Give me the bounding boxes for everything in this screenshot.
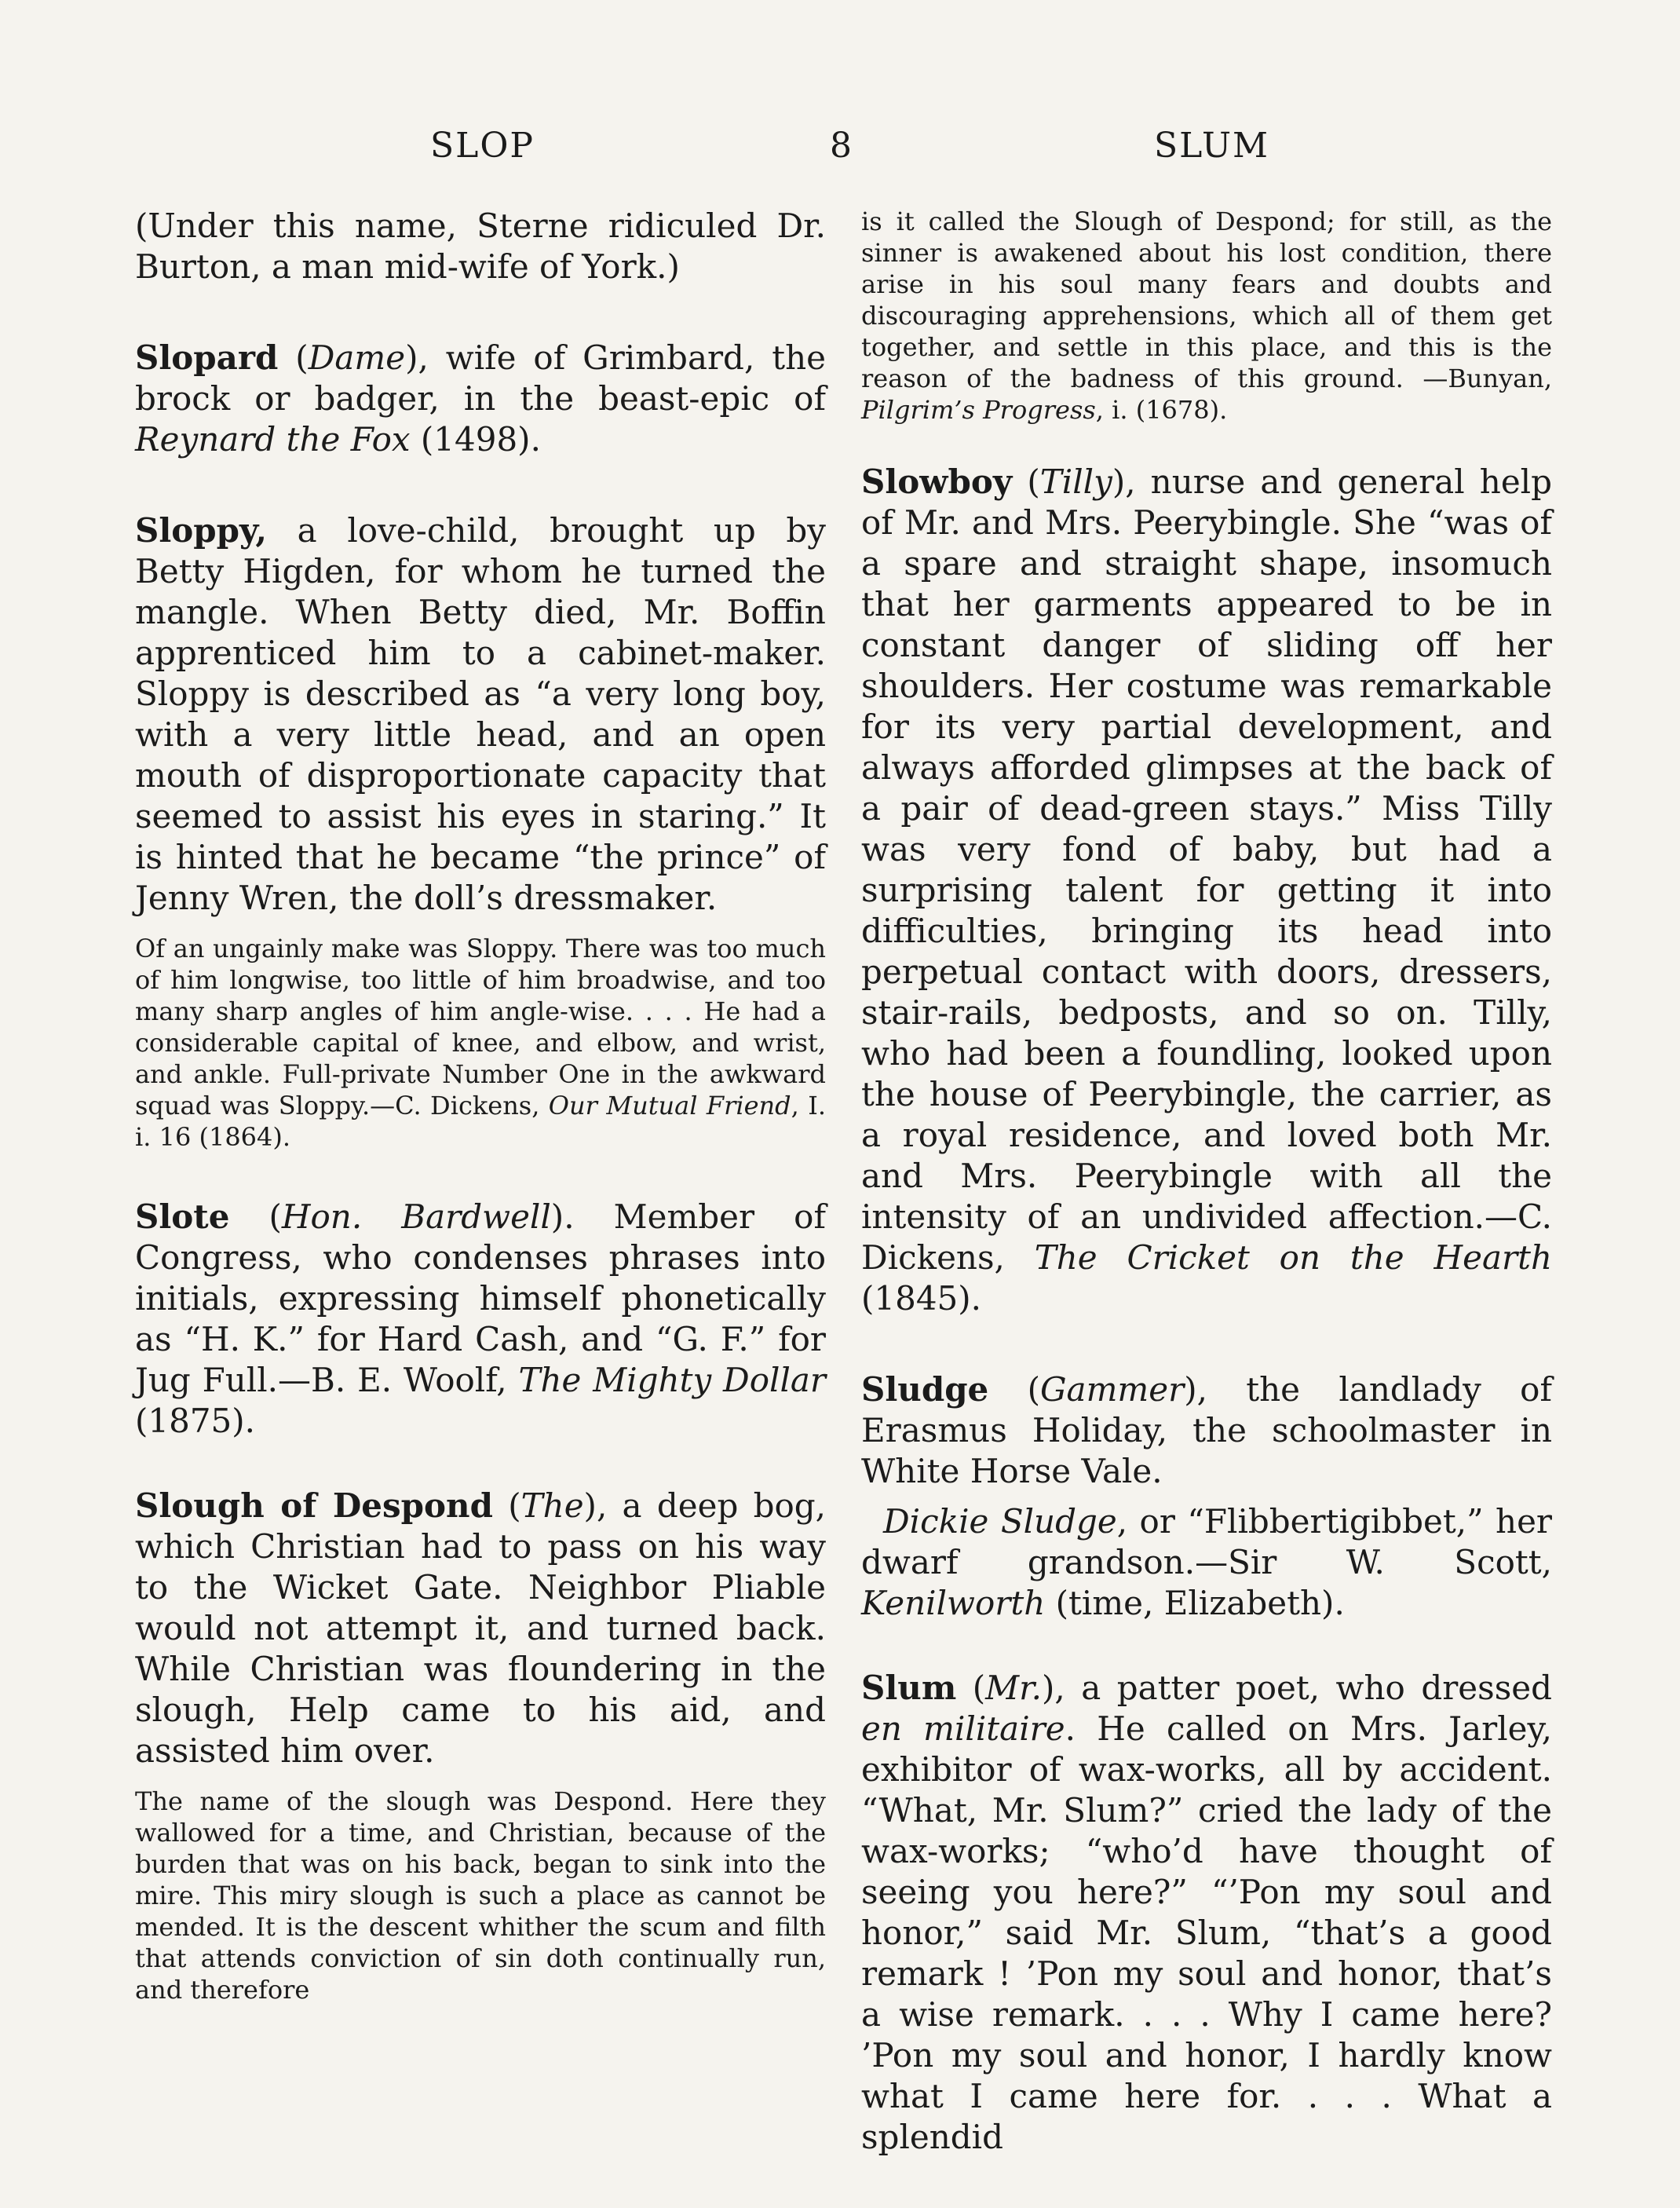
epithet: Dame <box>308 338 406 377</box>
epithet: Tilly <box>1039 462 1112 501</box>
slowboy-entry: Slowboy (Tilly), nurse and general help of Mr. and Mrs. Peerybingle. She “was of a spare and straight shape, insomuch that her garments appeared to be in constant danger of sliding off her shoulders. Her costume was remarkable for its very partial development, and always afforded glimpses at the back of a pair of dead-green stays.” Miss Tilly was very fond of baby, but had a surprising talent for getting it into difficulties, bringing its head into perpetual contact with doors, dressers, stair-rails, bedposts, and so on. Tilly, who had been a foundling, looked upon the house of Peerybingle, the carrier, as a royal residence, and loved both Mr. and Mrs. Peerybingle with all the intensity of an undivided affection.—C. Dickens, The Cricket on the Hearth (1845). <box>861 462 1552 1318</box>
entry-text: , a deep bog, which Christian had to pass on his way to the Wicket Gate. Neighbor Pliable would not attempt it, and turned back. While Christian was floundering in the slough, Help came to his aid, and assisted him over. <box>135 1486 826 1770</box>
epithet: The <box>520 1486 584 1525</box>
headword: Sludge <box>861 1370 989 1409</box>
sterne-entry: (Under this name, Sterne ridiculed Dr. Burton, a man mid-wife of York.) <box>135 207 826 286</box>
quotation-source-title: Pilgrim’s Progress <box>861 395 1096 425</box>
foreign-phrase: en militaire <box>861 1709 1065 1748</box>
headword: Slum <box>861 1669 957 1707</box>
sludge-entry: Sludge (Gammer), the landlady of Erasmus Holiday, the schoolmaster in White Horse Vale. <box>861 1370 1552 1490</box>
headword: Slowboy <box>861 462 1013 501</box>
entry-text: , wife of Grimbard, the brock or badger, in the beast-epic of <box>135 338 826 418</box>
source-date: (time, Elizabeth). <box>1045 1584 1345 1622</box>
epithet: Hon. Bardwell <box>281 1197 551 1236</box>
source-title: The Mighty Dollar <box>518 1361 826 1399</box>
slough-quotation-continued <box>861 206 1552 426</box>
quotation-text: is it called the Slough of Despond; for still, as the sinner is awakened about his lost condition, there arise in his soul many fears and doubts and discouraging apprehensions, which all of them get together, and settle in this place, and this is the reason of the badness of this ground. —Bunyan, <box>861 207 1552 393</box>
entry-text: , the landlady of Erasmus Holiday, the schoolmaster in White Horse Vale. <box>861 1370 1552 1490</box>
headword: Sloppy, <box>135 511 268 550</box>
source-title: Kenilworth <box>861 1584 1046 1622</box>
epithet: Mr. <box>985 1669 1042 1707</box>
quotation-source-title: Our Mutual Friend <box>548 1091 791 1120</box>
entry-text: a love-child, brought up by Betty Higden, for whom he turned the mangle. When Betty died, Mr. Boffin apprenticed him to a cabinet-maker. Sloppy is described as “a very long boy, with a very little head, and an open mouth of disproportionate capacity that seemed to assist his eyes in staring.” It is hinted that he became “the prince” of Jenny Wren, the doll’s dressmaker. <box>135 511 826 917</box>
running-head-left: SLOP <box>430 126 535 166</box>
headword: Slough of Despond <box>135 1486 493 1525</box>
related-name: Dickie Sludge <box>883 1502 1117 1541</box>
entry-text: , nurse and general help of Mr. and Mrs. Peerybingle. She “was of a spare and straight shape, insomuch that her garments appeared to be in constant danger of sliding off her shoulders. Her costume was remarkable for its very partial development, and always afforded glimpses at the back of a pair of dead-green stays.” Miss Tilly was very fond of baby, but had a surprising talent for getting it into difficulties, bringing its head into perpetual contact with doors, dressers, stair-rails, bedposts, and so on. Tilly, who had been a foundling, looked upon the house of Peerybingle, the carrier, as a royal residence, and loved both Mr. and Mrs. Peerybingle with all the intensity of an undivided affection.—C. Dickens, <box>861 462 1552 1277</box>
slopard-entry: Slopard (Dame), wife of Grimbard, the brock or badger, in the beast-epic of Reynard the Fox (1498). <box>135 338 826 459</box>
running-head-right: SLUM <box>1154 126 1270 166</box>
headword: Slote <box>135 1197 230 1236</box>
right-column <box>861 206 1552 2158</box>
slough-entry: Slough of Despond (The), a deep bog, which Christian had to pass on his way to the Wicket Gate. Neighbor Pliable would not attempt it, and turned back. While Christian was floundering in the slough, Help came to his aid, and assisted him over. <box>135 1486 826 1770</box>
source-date: (1498). <box>410 420 541 459</box>
entry-text: , a patter poet, who dressed <box>1054 1669 1552 1707</box>
sloppy-entry <box>135 510 826 919</box>
headword: Slopard <box>135 338 279 377</box>
source-title: Reynard the Fox <box>135 420 411 459</box>
source-date: (1845). <box>861 1279 982 1318</box>
entry-text: . Member of Congress, who condenses phrases into initials, expressing himself phonetically as “H. K.” for Hard Cash, and “G. F.” for Jug Full.—B. E. Woolf, <box>135 1197 826 1399</box>
left-column <box>135 206 826 2005</box>
sloppy-quotation <box>135 933 826 1153</box>
quotation-source-date: , i. (1678). <box>1095 395 1228 425</box>
epithet: Gammer <box>1040 1370 1185 1409</box>
slough-quotation: The name of the slough was Despond. Here they wallowed for a time, and Christian, because of the burden that was on his back, began to sink into the mire. This miry slough is such a place as cannot be mended. It is the descent whither the scum and filth that attends conviction of sin doth continually run, and therefore <box>135 1786 826 2005</box>
dickie-sludge-entry <box>861 1501 1552 1624</box>
quotation-text: Of an ungainly make was Sloppy. There was too much of him longwise, too little of him broadwise, and too many sharp angles of him angle-wise. . . . He had a considerable capital of knee, and elbow, and wrist, and ankle. Full-private Number One in the awkward squad was Sloppy.—C. Dickens, <box>135 934 826 1120</box>
slum-entry: Slum (Mr.), a patter poet, who dressed en militaire. He called on Mrs. Jarley, exhibitor of wax-works, all by accident. “What, Mr. Slum?” cried the lady of the wax-works; “who’d have thought of seeing you here?” “’Pon my soul and honor,” said Mr. Slum, “that’s a good remark ! ’Pon my soul and honor, that’s a wise remark. . . . Why I came here? ’Pon my soul and honor, I hardly know what I came here for. . . . What a splendid <box>861 1669 1552 2156</box>
quotation-source-date: , I. i. 16 (1864). <box>135 1091 826 1152</box>
source-date: (1875). <box>135 1402 256 1440</box>
slote-entry: Slote (Hon. Bardwell). Member of Congress, who condenses phrases into initials, expressing himself phonetically as “H. K.” for Hard Cash, and “G. F.” for Jug Full.—B. E. Woolf, The Mighty Dollar (1875). <box>135 1197 826 1440</box>
source-title: The Cricket on the Hearth <box>1034 1238 1552 1277</box>
entry-text: , or “Flibbertigibbet,” her dwarf grandson.—Sir W. Scott, <box>861 1502 1552 1581</box>
entry-text-continued: . He called on Mrs. Jarley, exhibitor of wax-works, all by accident. “What, Mr. Slum?” cried the lady of the wax-works; “who’d have thought of seeing you here?” “’Pon my soul and honor,” said Mr. Slum, “that’s a good remark ! ’Pon my soul and honor, that’s a wise remark. . . . Why I came here? ’Pon my soul and honor, I hardly know what I came here for. . . . What a splendid <box>861 1709 1552 2156</box>
page-number: 8 <box>830 126 853 166</box>
